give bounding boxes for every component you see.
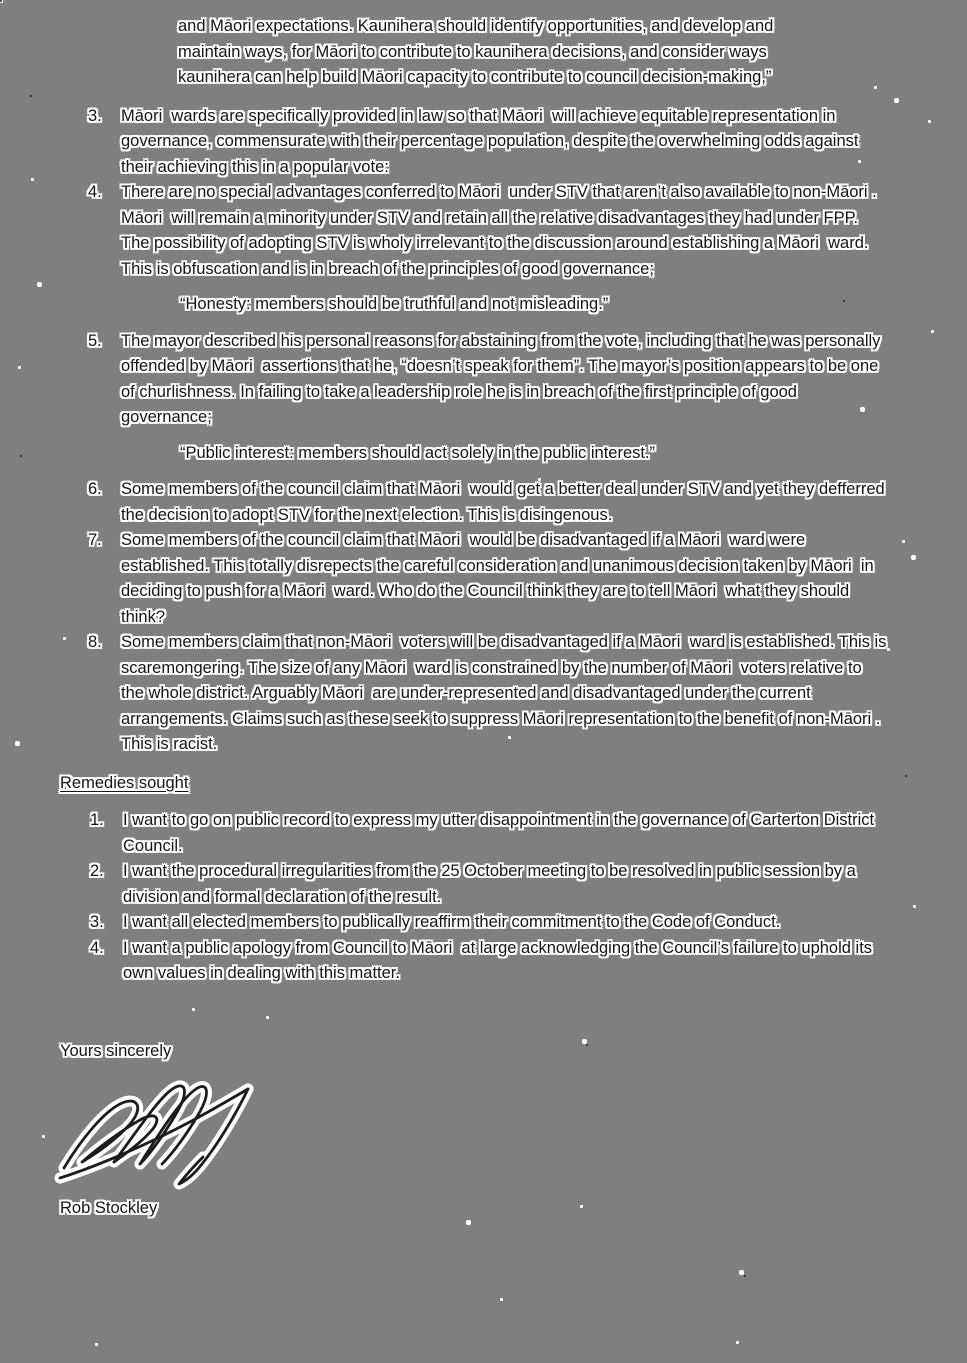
complaint-item-number: 6. [88, 480, 102, 498]
remedy-item-number: 1. [90, 811, 104, 829]
signature-scribble-icon [52, 1068, 267, 1194]
signer-name: Rob Stockley [60, 1199, 158, 1217]
remedy-item-4 [90, 936, 888, 987]
complaint-item-number: 5. [88, 331, 102, 350]
complaint-item-6 [88, 477, 888, 528]
complaint-item-number: 8. [88, 633, 102, 651]
remedy-item-text: I want to go on public record to express my utter disappointment in the governance of Carterton District Council. [123, 811, 879, 855]
public-interest-principle-quote: “Public interest: members should act solely in the public interest.” [180, 443, 656, 462]
complaint-item-7 [88, 528, 888, 630]
valediction: Yours sincerely [60, 1041, 172, 1060]
complaint-item-text: The mayor described his personal reasons for abstaining from the vote, including that he was personally offended by Māori assertions that he, “doesn’t speak for them”. The mayor’s position appears to be one of churlishness. In failing to take a leadership role he is in breach of the first principle of good governance; [121, 331, 886, 426]
remedy-item-2 [90, 859, 888, 910]
complaint-item-text: There are no special advantages conferred to Māori under STV that aren’t also available to non-Māori . Māori will remain a minority under STV and retain all the relative disadvantages they had under FPP. The possibility of adopting STV is wholy irrelevant to the discussion around establishing a Māori ward. This is obfuscation and is in breach of the principles of good governance; [121, 183, 882, 278]
remedy-item-text: I want all elected members to publically reaffirm their commitment to the Code of Conduct. [123, 913, 781, 931]
complaint-item-5 [88, 329, 888, 431]
complaint-item-number: 7. [88, 531, 102, 549]
opening-quote-passage: and Māori expectations. Kaunihera should identify opportunities, and develop and maintain ways, for Māori to contribute to kaunihera decisions, and consider ways kaunihera can help build Māori capacity to contribute to council decision-making,” [178, 17, 778, 86]
remedy-item-number: 4. [90, 938, 104, 957]
complaint-item-4 [88, 180, 888, 282]
complaint-item-8 [88, 630, 892, 758]
complaint-item-text: Some members claim that non-Māori voters will be disadvantaged if a Māori ward is established. This is scaremongering. The size of any Māori ward is constrained by the number of Māori voters relative to the whole district. Arguably Māori are under-represented and disadvantaged under the current arrangements. Claims such as these seek to suppress Māori representation to the benefit of non-Māori . This is racist. [121, 633, 892, 753]
complaint-item-number: 4. [88, 183, 102, 201]
remedy-item-number: 3. [90, 913, 104, 931]
remedy-item-3 [90, 910, 888, 936]
complaint-item-text: Some members of the council claim that Māori would get a better deal under STV and yet they defferred the decision to adopt STV for the next election. This is disingenous. [121, 480, 890, 524]
complaint-item-text: Māori wards are specifically provided in law so that Māori will achieve equitable representation in governance, commensurate with their percentage population, despite the overwhelming odds against their achieving this in a popular vote: [121, 106, 864, 176]
complaint-item-number: 3. [88, 106, 102, 125]
complaint-item-3 [88, 104, 888, 181]
remedy-item-1 [90, 808, 888, 859]
remedy-item-text: I want the procedural irregularities from the 25 October meeting to be resolved in public session by a division and formal declaration of the result. [123, 862, 861, 906]
complaint-item-text: Some members of the council claim that Māori would be disadvantaged if a Māori ward were established. This totally disrepects the careful consideration and unanimous decision taken by Māori in deciding to push for a Māori ward. Who do the Council think they are to tell Māori what they should think? [121, 531, 879, 626]
remedies-sought-heading: Remedies sought [60, 773, 189, 792]
honesty-principle-quote: “Honesty: members should be truthful and not misleading.” [180, 295, 609, 313]
remedy-item-text: I want a public apology from Council to Māori at large acknowledging the Council’s failure to uphold its own values in dealing with this matter. [123, 938, 877, 982]
remedy-item-number: 2. [90, 862, 104, 880]
